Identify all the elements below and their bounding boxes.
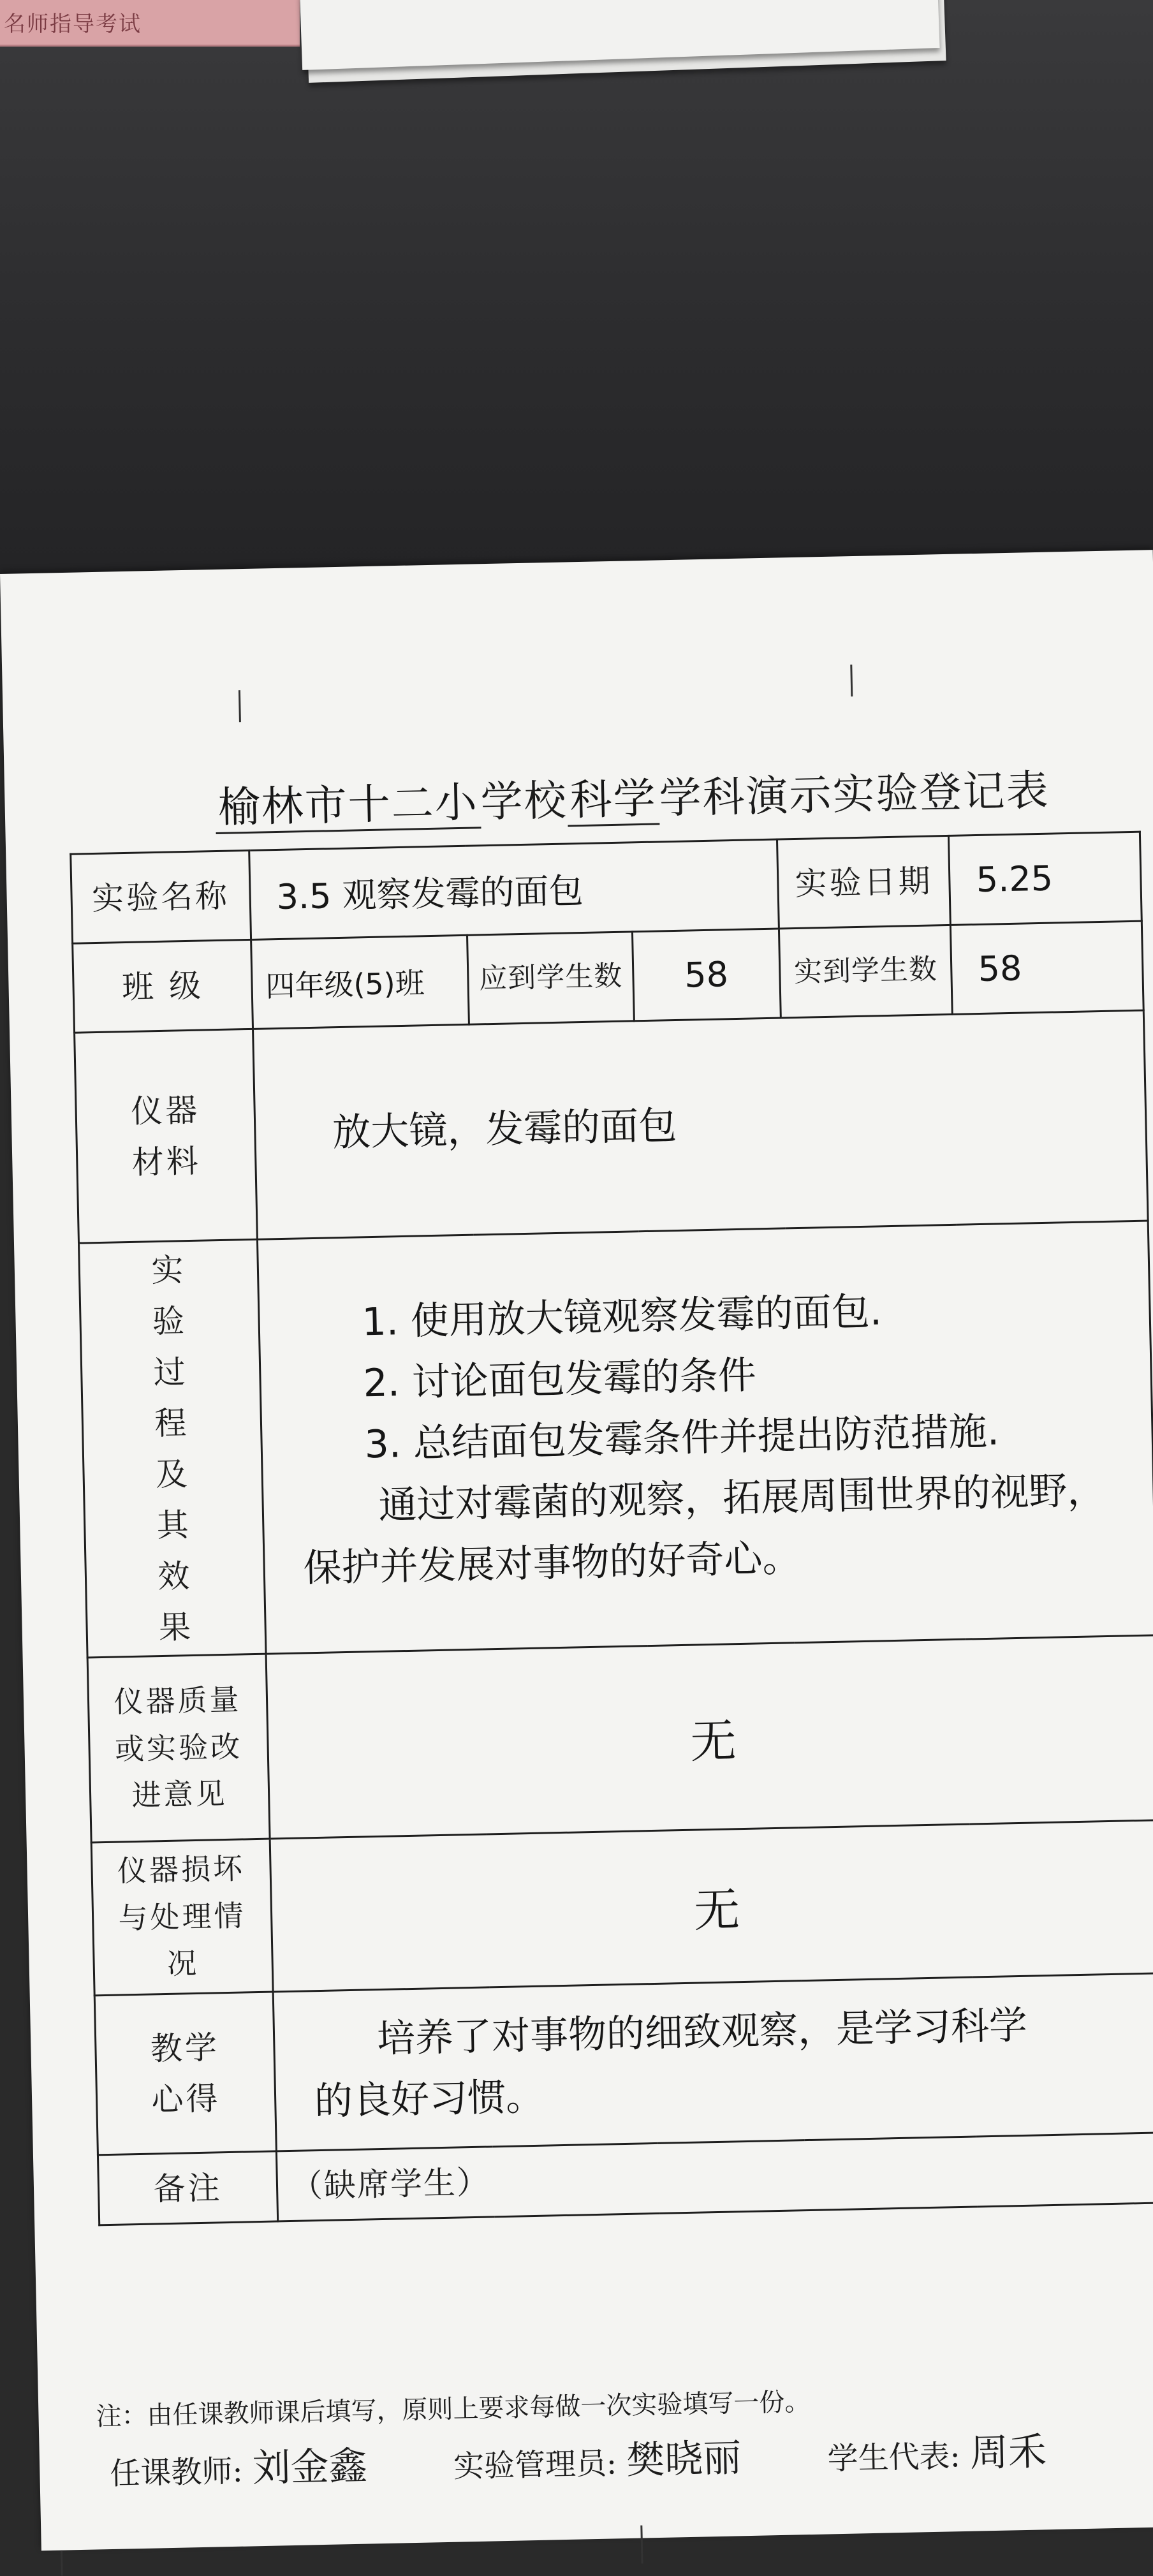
- ink-mark: [640, 2526, 643, 2564]
- school-name: 榆林市十二小: [215, 777, 481, 834]
- student-signature: 周禾: [969, 2429, 1047, 2476]
- ink-mark: [239, 690, 241, 722]
- value-process: [257, 1221, 1153, 1654]
- process-line: 通过对霉菌的观察，拓展周围世界的视野，: [378, 1468, 1106, 1528]
- value-damage: 无: [270, 1820, 1153, 1992]
- subject-name: 科学: [567, 774, 660, 827]
- label-equipment: 仪器材料: [75, 1029, 258, 1243]
- student-label: 学生代表:: [827, 2438, 961, 2477]
- registration-form-sheet: [0, 550, 1153, 2550]
- label-damage: 仪器损坏与处理情况: [91, 1839, 273, 1996]
- value-class: 四年级(5)班: [251, 935, 469, 1029]
- label-process: 实验过程及其效果: [78, 1239, 265, 1658]
- ink-mark: [850, 665, 853, 696]
- manager-label: 实验管理员:: [453, 2445, 617, 2485]
- value-expected-students: 58: [633, 929, 781, 1021]
- label-experiment-date: 实验日期: [777, 835, 950, 929]
- book-cover: [0, 0, 300, 47]
- desk-background: [0, 0, 1153, 600]
- teacher-label: 任课教师:: [109, 2453, 244, 2492]
- value-experiment-name: 3.5 观察发霉的面包: [249, 839, 779, 939]
- label-expected-students: 应到学生数: [467, 932, 635, 1024]
- value-actual-students: 58: [951, 921, 1144, 1014]
- teacher-signature: 刘金鑫: [252, 2443, 368, 2491]
- value-experiment-date: 5.25: [949, 832, 1142, 925]
- manager-signature: 樊晓丽: [626, 2436, 742, 2484]
- title-school-suffix: 学校: [480, 776, 568, 827]
- signature-row: [109, 2420, 1130, 2496]
- label-actual-students: 实到学生数: [779, 925, 952, 1018]
- book-cover-text: 名师指导考试: [4, 11, 142, 37]
- process-line: 保护并发展对事物的好奇心。: [302, 1535, 802, 1591]
- label-experiment-name: 实验名称: [71, 850, 251, 943]
- label-class: 班 级: [73, 939, 253, 1033]
- value-teaching: [273, 1973, 1153, 2151]
- teaching-line: 的良好习惯。: [314, 2074, 545, 2124]
- teaching-line: 培养了对事物的细致观察，是学习科学: [376, 2003, 1028, 2061]
- value-quality: 无: [266, 1635, 1153, 1839]
- value-equipment: 放大镜，发霉的面包: [253, 1010, 1148, 1239]
- ink-mark: [61, 2550, 63, 2576]
- title-suffix: 学科演示实验登记表: [658, 765, 1050, 823]
- experiment-table: [70, 831, 1153, 2226]
- form-note: 注：由任课教师课后填写，原则上要求每做一次实验填写一份。: [96, 2387, 811, 2432]
- label-quality: 仪器质量或实验改进意见: [87, 1654, 270, 1843]
- form-title: [215, 756, 1050, 834]
- process-line: 3. 总结面包发霉条件并提出防范措施.: [364, 1408, 1000, 1467]
- value-remarks: （缺席学生）: [276, 2133, 1153, 2221]
- label-teaching: 教学心得: [94, 1992, 276, 2155]
- label-remarks: 备注: [98, 2151, 277, 2225]
- process-line: 1. 使用放大镜观察发霉的面包.: [361, 1288, 883, 1344]
- process-line: 2. 讨论面包发霉的条件: [362, 1352, 757, 1406]
